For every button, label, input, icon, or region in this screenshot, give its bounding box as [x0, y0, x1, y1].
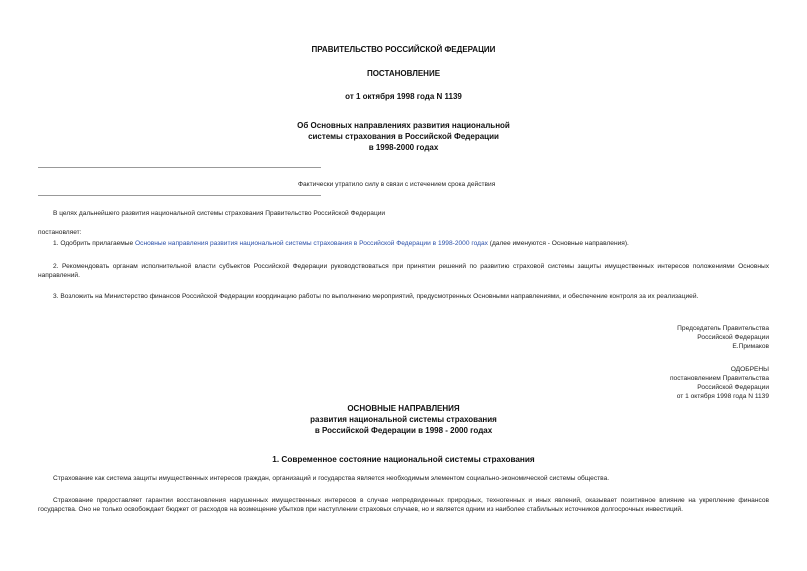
annex-title-line-1: ОСНОВНЫЕ НАПРАВЛЕНИЯ [347, 404, 460, 413]
section-1-paragraph-2: Страхование предоставляет гарантии восстановления нарушенных имущественных интересов в случае непредвиденных природных, техногенных и иных явлений, оказывает позитивное влияние на укрепление финансов государства. Оно не только освобождает бюджет от расходов на возмещение убытков при наступлении страховых случаев, но и является одним из наиболее стабильных источников долгосрочных инвестиций. [38, 497, 769, 513]
item-2: 2. Рекомендовать органам исполнительной власти субъектов Российской Федерации руководствоваться при принятии решений по развитию страховой системы защиты имущественных интересов положениями Основных направлений. [38, 263, 769, 279]
approval-line-4: от 1 октября 1998 года N 1139 [676, 393, 769, 400]
item-3: 3. Возложить на Министерство финансов Российской Федерации координацию работы по выполнению мероприятий, предусмотренных Основными направлениями, и обеспечение контроля за их реализацией. [53, 293, 699, 300]
item-1-suffix: (далее именуются - Основные направления). [487, 240, 629, 247]
divider-bottom [38, 195, 321, 196]
approval-line-2: постановлением Правительства [669, 375, 769, 382]
divider-top [38, 167, 321, 168]
signature-line-1: Председатель Правительства [677, 325, 769, 332]
approval-line-1: ОДОБРЕНЫ [730, 366, 769, 373]
section-1-title: 1. Современное состояние национальной системы страхования [272, 455, 535, 464]
item-1-prefix: 1. Одобрить прилагаемые [53, 240, 136, 247]
preamble: В целях дальнейшего развития национальной системы страхования Правительство Российской Федерации [53, 210, 386, 217]
approval-line-3: Российской Федерации [697, 384, 769, 391]
government-heading: ПРАВИТЕЛЬСТВО РОССИЙСКОЙ ФЕДЕРАЦИИ [311, 45, 496, 54]
item-1 [53, 239, 769, 248]
signature-line-2: Российской Федерации [697, 334, 769, 341]
document-type: ПОСТАНОВЛЕНИЕ [366, 69, 441, 78]
status-note: Фактически утратило силу в связи с истечением срока действия [298, 181, 496, 188]
annex-title-line-3: в Российской Федерации в 1998 - 2000 годах [314, 426, 493, 435]
section-1-paragraph-1: Страхование как система защиты имущественных интересов граждан, организаций и государства является необходимым элементом социально-экономической системы общества. [53, 475, 610, 482]
annex-title-line-2: развития национальной системы страхования [310, 415, 497, 424]
document-title-line-2: системы страхования в Российской Федерации [308, 132, 499, 141]
resolves-label: постановляет: [38, 229, 82, 236]
approval-block [569, 365, 769, 401]
signature-block [569, 324, 769, 351]
signature-line-3: Е.Примаков [732, 343, 769, 350]
document-date: от 1 октября 1998 года N 1139 [345, 92, 462, 101]
document-title-line-3: в 1998-2000 годах [368, 143, 439, 152]
main-directions-link[interactable]: Основные направления развития национальной системы страхования в Российской Федерации в 1998-2000 годах [135, 240, 488, 247]
document-title-line-1: Об Основных направлениях развития национальной [297, 121, 510, 130]
